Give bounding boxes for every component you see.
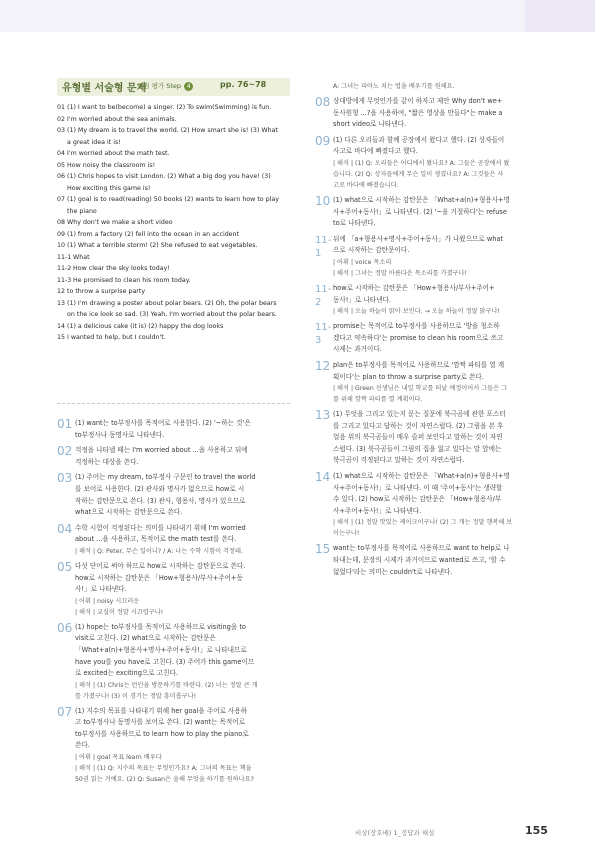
section-divider: [57, 403, 290, 404]
explanation-line: 고 to부정사나 동명사를 보어로 쓴다. (2) want는 목적어로: [75, 718, 245, 727]
answer-text: I'm worried about the sea animals.: [67, 115, 177, 123]
answer-item: [57, 148, 290, 160]
answer-text: He promised to clean his room today.: [73, 276, 191, 284]
explanation-item: [57, 418, 290, 441]
translation-note: | 해석 | 그녀는 정말 아름다운 목소리를 가졌구나!: [333, 269, 467, 277]
question-number: 05: [57, 559, 73, 574]
answer-number: 05: [57, 161, 66, 169]
explanation-body: [75, 472, 290, 518]
explanation-line: 동사원형 ...?을 사용하여, "짧은 영상을 만들다"는 make a: [333, 108, 503, 117]
question-number: 11-3: [315, 322, 332, 347]
explanation-body: [333, 283, 549, 317]
answer-text: (1) I want to be(become) a singer. (2) To swim(Swimming) is fun.: [67, 104, 272, 111]
answer-item: [57, 275, 290, 287]
explanation-line: 를 보어로 사용한다. (2) 관사와 명사가 없으므로 how로 시: [75, 484, 245, 493]
explanation-line: (1) want는 to부정사를 목적어로 사용한다. (2) '~하는 것'은: [75, 419, 251, 427]
answer-item: [57, 229, 290, 241]
question-number: 10: [315, 193, 331, 208]
question-number: 01: [57, 417, 73, 431]
explanation-body: [75, 445, 290, 468]
explanation-line: about ...을 사용하고, 목적어로 the math test를 쓴다.: [75, 535, 237, 544]
explanation-line: 상대방에게 무엇인가를 같이 하자고 제안 Why don't we+: [333, 97, 503, 105]
explanation-body: [333, 471, 549, 539]
explanation-body: [333, 135, 549, 191]
explanation-line: 수학 시험이 걱정된다는 의미를 나타내기 위해 I'm worried: [75, 523, 246, 532]
answer-number: 12: [57, 288, 66, 295]
answer-item: [57, 298, 290, 310]
translation-note: | 어휘 | noisy 시끄러운: [75, 597, 140, 605]
explanation-line: (1) 지수의 목표를 나타내기 위해 her goal을 주어로 사용하: [75, 706, 248, 715]
explanation-line: to부정사나 동명사로 나타낸다.: [75, 430, 165, 439]
explanations-right: [315, 81, 549, 582]
answer-number: 08: [57, 219, 66, 226]
top-decoration-band: [0, 0, 595, 32]
explanation-line: 얼음 위의 북극곰들이 매우 슬퍼 보인다고 말하는 것이 자연: [333, 433, 503, 442]
question-number: 06: [57, 620, 73, 635]
explanation-line: (1) what으로 시작하는 감탄문은 「What+a(n)+형용사+명: [333, 472, 510, 481]
explanation-line: 없었다'라는 의미는 couldn't로 나타낸다.: [333, 567, 453, 576]
translation-note: 이는구나!: [333, 530, 360, 538]
explanation-body: [75, 622, 290, 702]
translation-note: | 어휘 | goal 목표 learn 배우다: [75, 754, 162, 762]
explanation-line: want는 to부정사를 목적어로 사용하므로 want to help로 나: [333, 544, 510, 553]
question-number: 04: [57, 521, 73, 536]
answer-number: 10: [57, 242, 66, 249]
answer-text: I wanted to help, but I couldn't.: [67, 334, 166, 341]
explanation-body: [333, 96, 549, 131]
explanation-line: 사+주어+동사!」로 나타낸다. 이 때 '주어+동사'는 생략할: [333, 483, 503, 492]
answer-text: (1) Chris hopes to visit London. (2) What a big dog you have! (3): [67, 173, 271, 180]
translation-note: 50권 읽는 거예요. (2) Q: Susan은 올해 무엇을 하기를 원하나요?: [75, 776, 254, 784]
answer-item: [57, 160, 290, 172]
answer-text: (1) from a factory (2) fell into the ocean in an accident: [67, 230, 240, 238]
answer-number: 04: [57, 150, 66, 157]
question-number: 11-1: [315, 234, 332, 259]
explanation-line: 를 그리고 있다고 답하는 것이 자연스럽다. (2) 그림을 본 후: [333, 421, 504, 430]
page-number: 155: [525, 824, 548, 837]
answer-text: What: [73, 253, 90, 261]
explanation-line: 으로 시작하는 감탄문이다.: [333, 246, 410, 255]
explanation-item: [315, 96, 549, 131]
answer-item: [57, 263, 290, 275]
question-number: 15: [315, 542, 331, 557]
question-number: 02: [57, 444, 73, 459]
answer-number: 14: [57, 322, 66, 330]
explanation-line: 걱정하는 대상을 쓴다.: [75, 457, 139, 466]
explanation-line: visit로 고친다. (2) what으로 시작하는 감탄문은: [75, 634, 216, 643]
explanation-item: [315, 135, 549, 191]
explanation-line: (1) what으로 시작하는 감탄문은 「What+a(n)+형용사+명: [333, 195, 510, 204]
explanation-line: 사고로 바다에 빠졌다고 했다.: [333, 147, 418, 156]
answer-item: [57, 286, 290, 298]
question-number: 12: [315, 358, 331, 373]
question-number: 14: [315, 470, 331, 485]
translation-note: 습니다. (2) Q: 상자들에게 무슨 일이 생겼나요? A: 그것들은 사: [333, 170, 504, 178]
answer-item: [57, 321, 290, 333]
step-label: [137, 81, 193, 91]
answer-number: 13: [57, 299, 66, 307]
carryover-line: A: 그녀는 피아노 치는 법을 배우기를 원해요.: [333, 83, 455, 90]
answer-item: [57, 240, 290, 252]
answer-number: 11-2: [57, 265, 72, 272]
answer-list: [57, 102, 290, 344]
explanation-item: [57, 445, 290, 468]
answer-number: 11-3: [57, 276, 72, 284]
translation-note: 를 가졌구나! (3) 이 경기는 정말 흥미롭구나!: [75, 692, 197, 700]
explanation-body: [333, 195, 549, 230]
explanations-left: [57, 418, 290, 789]
explanation-line: 다섯 단어로 써야 하므로 how로 시작하는 감탄문으로 쓴다.: [75, 561, 246, 570]
explanation-line: 뒤에 「a+형용사+명사+주어+동사」가 나왔으므로 what: [333, 234, 504, 243]
answer-number: 09: [57, 230, 66, 238]
explanation-body: [75, 523, 290, 557]
answer-text: (1) goal is to read(reading) 50 books (2) wants to learn how to play: [67, 196, 279, 203]
explanation-line: 북극곰이 걱정된다고 말하는 것이 자연스럽다.: [333, 456, 465, 465]
explanation-item: [315, 543, 549, 578]
explanation-line: 수 있다. (2) how로 시작하는 감탄문은 「How+형용사/부: [333, 495, 502, 504]
explanation-line: to부정사를 사용하므로 to learn how to play the piano로: [75, 729, 249, 738]
explanation-line: to로 나타낸다.: [333, 219, 376, 228]
explanation-item: [315, 195, 549, 230]
explanation-line: 작하는 감탄문으로 쓴다. (3) 관사, 형용사, 명사가 있으므로: [75, 496, 246, 505]
answer-continuation: on the ice look so sad. (3) Yeah, I'm worried about the polar bears.: [67, 311, 277, 318]
answer-text: How noisy the classroom is!: [67, 161, 156, 169]
answer-text: to throw a surprise party: [67, 288, 146, 295]
answer-text: I'm worried about the math test.: [67, 150, 170, 157]
explanation-line: promise는 목적어로 to부정사를 사용하므로 '방을 청소하: [333, 322, 500, 331]
explanation-item: [57, 472, 290, 518]
answer-continuation: the piano: [67, 207, 97, 215]
explanation-line: 사!」로 나타낸다.: [75, 585, 127, 594]
translation-note: | 해석 | 오늘 하늘이 맑아 보인다. → 오늘 하늘이 정말 맑구나!: [333, 308, 500, 316]
explanation-line: 동사!」로 나타낸다.: [333, 295, 392, 304]
footer-book: 비상(장호배) 1_정답과 해설: [355, 829, 435, 837]
answer-text: How clear the sky looks today!: [73, 265, 170, 272]
answer-number: 07: [57, 196, 66, 203]
explanation-line: 「What+a(n)+형용사+명사+주어+동사!」로 나타내므로: [75, 645, 247, 654]
explanation-line: 스럽다. (3) 북극곰들이 그림의 집을 잃고 있다는 말 앞에는: [333, 444, 502, 453]
answer-item: [57, 114, 290, 126]
explanation-line: (1) 주어는 my dream, to부정사 구문인 to travel the world: [75, 473, 256, 482]
translation-note: | 해석 | Green 선생님은 내일 학교를 떠날 예정이어서 그들은 그: [333, 385, 508, 393]
explanation-item: [315, 471, 549, 539]
answer-item: [57, 332, 290, 344]
explanation-line: how로 시작하는 감탄문은 「How+형용사/부사+주어+동: [75, 573, 243, 582]
explanation-line: 로 excited는 exciting으로 고친다.: [75, 669, 178, 678]
explanation-item: [315, 321, 549, 356]
step-label-text: 단원 평가 Step: [137, 82, 182, 90]
explanation-line: (1) hope는 to부정사를 목적어로 사용하므로 visiting을 to: [75, 622, 246, 631]
answer-item: [57, 194, 290, 206]
explanation-line: 쓴다.: [75, 741, 90, 750]
explanation-body: [75, 418, 290, 441]
question-number: 08: [315, 95, 331, 109]
answer-text: (1) I'm drawing a poster about polar bears. (2) Oh, the polar bears: [67, 299, 277, 307]
explanation-body: [333, 409, 549, 467]
answer-number: 11-1: [57, 253, 72, 261]
answer-number: 15: [57, 334, 66, 341]
explanation-line: 걱정을 나타낼 때는 I'm worried about ...을 사용하고 뒤에: [75, 446, 248, 455]
answer-text: (1) What a terrible storm! (2) She refused to eat vegetables.: [67, 242, 258, 249]
translation-note: 를 위해 깜짝 파티를 열 계획이다.: [333, 396, 423, 404]
question-number: 13: [315, 408, 331, 423]
answer-text: (1) a delicious cake (it is) (2) happy the dog looks: [67, 322, 224, 330]
explanation-line: 사+주어+동사!」로 나타낸다.: [333, 506, 422, 515]
section-title: 유형별 서술형 문제: [62, 83, 147, 94]
translation-note: | 해석 | (1) Q: 오리들은 어디에서 왔나요? A: 그들은 공장에서 왔: [333, 159, 510, 167]
answer-number: 02: [57, 115, 66, 123]
translation-note: | 해석 | (1) 정말 맛있는 케이크이구나! (2) 그 개는 정말 행복해 보: [333, 519, 513, 527]
translation-note: | 해석 | (1) Chris는 런던을 방문하기를 바란다. (2) 너는 정말 큰 개: [75, 681, 258, 689]
translation-note: | 해석 | 교실이 정말 시끄럽구나!: [75, 608, 164, 616]
answer-text: (1) My dream is to travel the world. (2) How smart she is! (3) What: [67, 127, 278, 134]
explanation-body: [75, 561, 290, 618]
explanation-line: what으로 시작하는 감탄문으로 쓴다.: [75, 508, 183, 517]
explanation-line: 획이다'는 plan to throw a surprise party로 쓴다.: [333, 372, 484, 381]
question-number: 07: [57, 704, 73, 719]
answer-number: 03: [57, 127, 66, 134]
explanation-line: short video로 나타낸다.: [333, 120, 407, 129]
step-number-badge: 4: [184, 82, 193, 91]
explanation-body: [333, 360, 549, 405]
explanation-item: [57, 706, 290, 785]
explanation-item: [57, 622, 290, 702]
explanation-item: [315, 234, 549, 279]
answer-text: Why don't we make a short video: [67, 219, 173, 226]
explanation-line: (1) 무엇을 그리고 있는지 묻는 질문에 북극곰에 관한 포스터: [333, 410, 506, 419]
answer-item: [57, 125, 290, 137]
answer-number: 06: [57, 173, 66, 180]
explanation-body: [333, 543, 549, 578]
translation-note: | 해석 | (1) Q: 지수의 목표는 무엇인가요? A: 그녀의 목표는 책을: [75, 765, 252, 773]
question-number: 03: [57, 471, 73, 486]
explanation-line: 타내는데, 문장의 시제가 과거이므로 wanted로 쓰고, '할 수: [333, 556, 506, 565]
answer-continuation: a great idea it is!: [67, 138, 121, 146]
answer-item: [57, 252, 290, 264]
explanation-line: plan은 to부정사를 목적어로 사용하므로 '깜짝 파티를 열 계: [333, 360, 505, 369]
translation-note: | 어휘 | voice 목소리: [333, 258, 392, 266]
explanation-line: (1) 다른 오리들과 함께 공장에서 왔다고 했다. (2) 상자들이: [333, 135, 505, 144]
explanation-body: [333, 321, 549, 356]
explanation-line: have you를 you have로 고친다. (3) 주어가 this game이므: [75, 657, 255, 666]
explanation-line: 겠다고 약속하다'는 promise to clean his room으로 쓰고: [333, 333, 504, 342]
answer-item: [57, 171, 290, 183]
translation-note: 고로 바다에 빠졌습니다.: [333, 181, 399, 189]
answer-item: [57, 217, 290, 229]
explanation-line: how로 시작하는 감탄문은 「How+형용사/부사+주어+: [333, 283, 495, 292]
answer-continuation: How exciting this game is!: [67, 184, 151, 192]
translation-note: | 해석 | Q: Peter, 무슨 일이니? / A: 나는 수학 시험이 걱정돼.: [75, 547, 243, 555]
explanation-item: [315, 360, 549, 405]
answer-item: [57, 102, 290, 114]
question-number: 11-2: [315, 283, 332, 308]
page-range: pp. 76~78: [220, 80, 267, 89]
explanation-item: [57, 561, 290, 618]
explanation-body: [75, 706, 290, 785]
explanation-item: [57, 523, 290, 557]
explanation-item: [315, 283, 549, 317]
explanation-line: 사+주어+동사!」로 나타낸다. (2) '~을 거절하다'는 refuse: [333, 207, 507, 216]
answer-number: 01: [57, 104, 66, 111]
explanation-line: 시제는 과거이다.: [333, 345, 382, 354]
explanation-item: [315, 409, 549, 467]
question-number: 09: [315, 133, 331, 148]
explanation-body: [333, 234, 549, 279]
